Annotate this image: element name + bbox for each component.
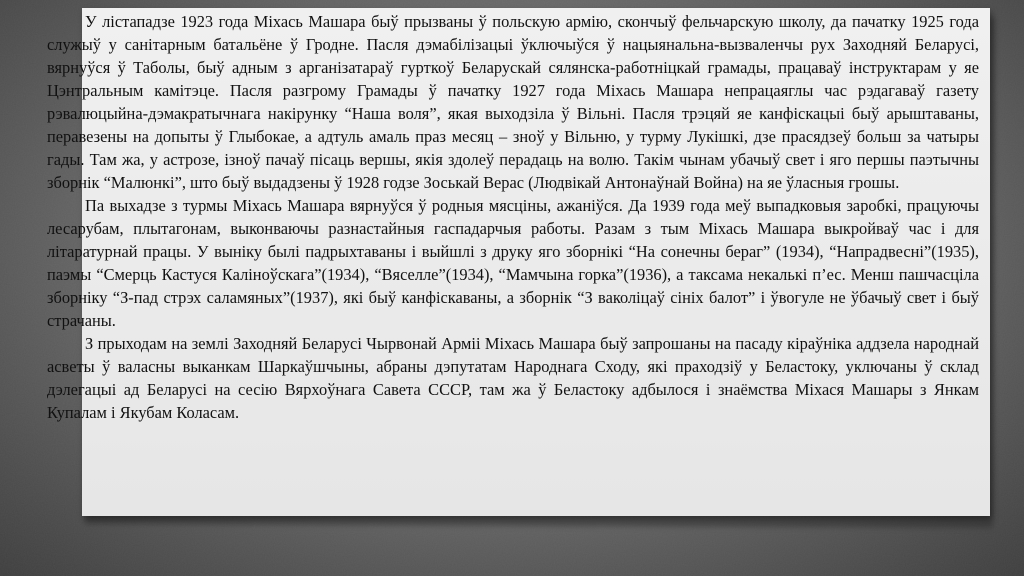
paragraph-1: У лістападзе 1923 года Міхась Машара быў прызваны ў польскую армію, скончыў фельчарскую школу, да пачатку 1925 года служыў у санітарным батальёне ў Гродне. Пасля дэмабілізацыі ўключыўся ў нацыянальна-вызваленчы рух Заходняй Беларусі, вярнуўся ў Таболы, быў адным з арганізатараў гурткоў Беларускай сялянска-работніцкай грамады, працаваў інструктарам у яе Цэнтральным камітэце. Пасля разгрому Грамады ў пачатку 1927 года Міхась Машара непрацаяглы час рэдагаваў газету рэвалюцыйна-дэмакратычнага накірунку “Наша воля”, якая выходзіла ў Вільні. Пасля трэцяй яе канфіскацыі быў арыштаваны, перавезены на допыты ў Глыбокае, а адтуль амаль праз месяц – зноў у Вільню, у турму Лукішкі, дзе прасядзеў больш за чатыры гады. Там жа, у астрозе, ізноў пачаў пісаць вершы, якія здолеў перадаць на волю. Такім чынам убачыў свет і яго першы паэтычны зборнік “Малюнкі”, што быў выдадзены ў 1928 годзе Зоськай Верас (Людвікай Антонаўнай Война) на яе ўласныя грошы. bbox=[47, 12, 979, 192]
body-text bbox=[47, 10, 979, 424]
paragraph-2: Па выхадзе з турмы Міхась Машара вярнуўся ў родныя мясціны, ажаніўся. Да 1939 года меў выпадковыя заробкі, працуючы лесарубам, плытагонам, выконваючы разнастайныя гаспадарчыя работы. Разам з тым Міхась Машара выкройваў час і для літаратурнай працы. У выніку былі падрыхтаваны і выйшлі з друку яго зборнікі “На сонечны бераг” (1934), “Напрадвесні”(1935), паэмы “Смерць Кастуся Каліноўскага”(1934), “Вяселле”(1934), “Мамчына горка”(1936), а таксама некалькі п’ес. Менш пашчасціла зборніку “З-пад стрэх саламяных”(1937), які быў канфіскаваны, а зборнік “З ваколіцаў сініх балот” і ўвогуле не ўбачыў свет і быў страчаны. bbox=[47, 196, 979, 330]
paragraph-3: З прыходам на землі Заходняй Беларусі Чырвонай Арміі Міхась Машара быў запрошаны на пасаду кіраўніка аддзела народнай асветы ў валасны выканкам Шаркаўшчыны, абраны дэпутатам Народнага Сходу, які праходзіў у Беластоку, уключаны ў склад дэлегацыі ад Беларусі на сесію Вярхоўнага Савета СССР, там жа ў Беластоку адбылося і знаёмства Міхася Машары з Янкам Купалам і Якубам Коласам. bbox=[47, 334, 979, 422]
